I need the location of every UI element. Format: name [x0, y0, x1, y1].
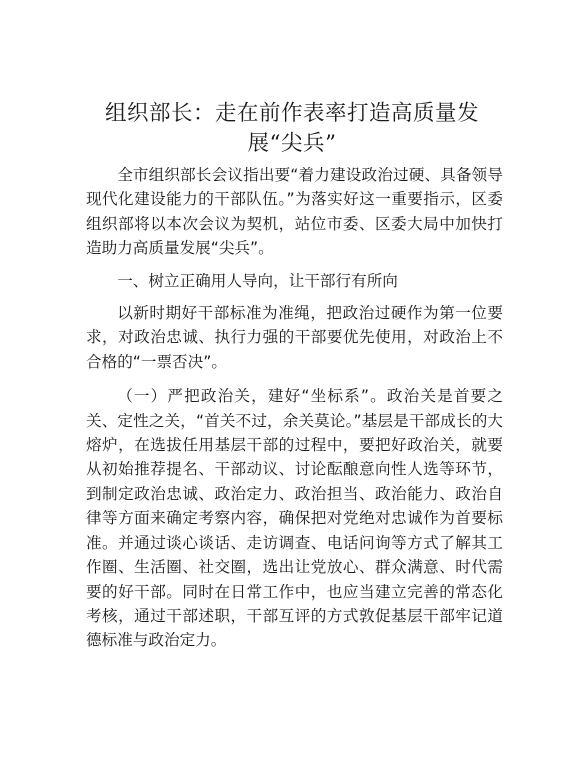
subsection-paragraph: （一）严把政治关，建好“坐标系”。政治关是首要之关、定性之关，“首关不过，余关莫论。”基层是干部成长的大熔炉，在选拔任用基层干部的过程中，要把好政治关，就要从初始推荐提名、干部动议、讨论酝酿意向性人选等环节，到制定政治忠诚、政治定力、政治担当、政治能力、政治自律等方面来确定考察内容，确保把对党绝对忠诚作为首要标准。并通过谈心谈话、走访调查、电话问询等方式了解其工作圈、生活圈、社交圈，选出让党放心、群众满意、时代需要的好干部。同时在日常工作中，也应当建立完善的常态化考核，通过干部述职，干部互评的方式敦促基层干部牢记道德标准与政治定力。	[86, 387, 503, 650]
section-heading: 一、树立正确用人导向，让干部行有所向	[117, 271, 398, 290]
intro-paragraph: 全市组织部长会议指出要“着力建设政治过硬、具备领导现代化建设能力的干部队伍。”为落实好这一重要指示，区委组织部将以本次会议为契机，站位市委、区委大局中加快打造助力高质量发展“尖兵”。	[86, 166, 503, 258]
standard-paragraph: 以新时期好干部标准为准绳，把政治过硬作为第一位要求，对政治忠诚、执行力强的干部要优先使用，对政治上不合格的“一票否决”。	[86, 304, 503, 371]
document-body	[86, 163, 503, 653]
document-title: 组织部长：走在前作表率打造高质量发展“尖兵”	[104, 101, 479, 156]
